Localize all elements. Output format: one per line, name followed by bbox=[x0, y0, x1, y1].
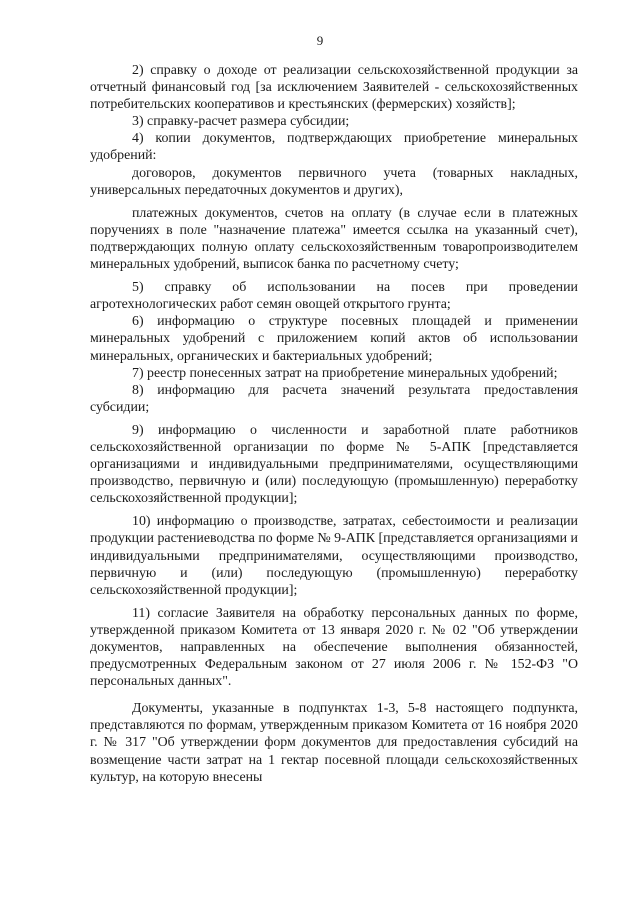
paragraph-item-7: 7) реестр понесенных затрат на приобретение минеральных удобрений; bbox=[132, 365, 558, 381]
paragraph-item-5: 5) справку об использовании на посев при проведении агротехнологических работ семян овощей открытого грунта; bbox=[90, 280, 578, 313]
paragraph-item-6: 6) информацию о структуре посевных площадей и применении минеральных удобрений с приложением копий актов об использовании минеральных, органических и бактериальных удобрений; bbox=[90, 314, 578, 364]
paragraph-forms-note: Документы, указанные в подпунктах 1-3, 5-8 настоящего подпункта, представляются по формам, утвержденным приказом Комитета от 16 ноября 2020 г. № 317 "Об утверждении форм документов для предоставления субсидий на возмещение части затрат на 1 гектар посевной площади сельскохозяйственных культур, на которую внесены bbox=[90, 701, 578, 785]
document-body bbox=[90, 62, 578, 786]
paragraph-contracts: договоров, документов первичного учета (товарных накладных, универсальных передаточных документов и других), bbox=[90, 165, 578, 198]
paragraph-item-9: 9) информацию о численности и заработной плате работников сельскохозяйственной организации по форме № 5-АПК [представляется организациями и индивидуальными предпринимателями, осуществляющими производство, первичную и (или) последующую (промышленную) переработку сельскохозяйственной продукции]; bbox=[90, 422, 578, 507]
paragraph-item-4: 4) копии документов, подтверждающих приобретение минеральных удобрений: bbox=[90, 131, 578, 164]
paragraph-payment-documents: платежных документов, счетов на оплату (в случае если в платежных поручениях в поле "назначение платежа" имеется ссылка на указанный счет), подтверждающих полную оплату сельскохозяйственным товаропроизводителем минеральных удобрений, выписок банка по расчетному счету; bbox=[90, 205, 578, 273]
paragraph-item-8: 8) информацию для расчета значений результата предоставления субсидии; bbox=[90, 382, 578, 415]
page-number: 9 bbox=[316, 33, 324, 48]
paragraph-item-3: 3) справку-расчет размера субсидии; bbox=[132, 114, 350, 130]
paragraph-item-2: 2) справку о доходе от реализации сельскохозяйственной продукции за отчетный финансовый год [за исключением Заявителей - сельскохозяйственных потребительских кооперативов и крестьянских (фермерских) хозяйств]; bbox=[90, 63, 578, 113]
paragraph-item-11: 11) согласие Заявителя на обработку персональных данных по форме, утвержденной приказом Комитета от 13 января 2020 г. № 02 "Об утверждении документов, направленных на обеспечение выполнения обязанностей, предусмотренных Федеральным законом от 27 июля 2006 г. № 152-ФЗ "О персональных данных". bbox=[90, 605, 578, 690]
paragraph-item-10: 10) информацию о производстве, затратах, себестоимости и реализации продукции растениеводства по форме № 9-АПК [представляется организациями и индивидуальными предпринимателями, осуществляющими производство, первичную и (или) последующую (промышленную) переработку сельскохозяйственной продукции]; bbox=[90, 514, 578, 598]
